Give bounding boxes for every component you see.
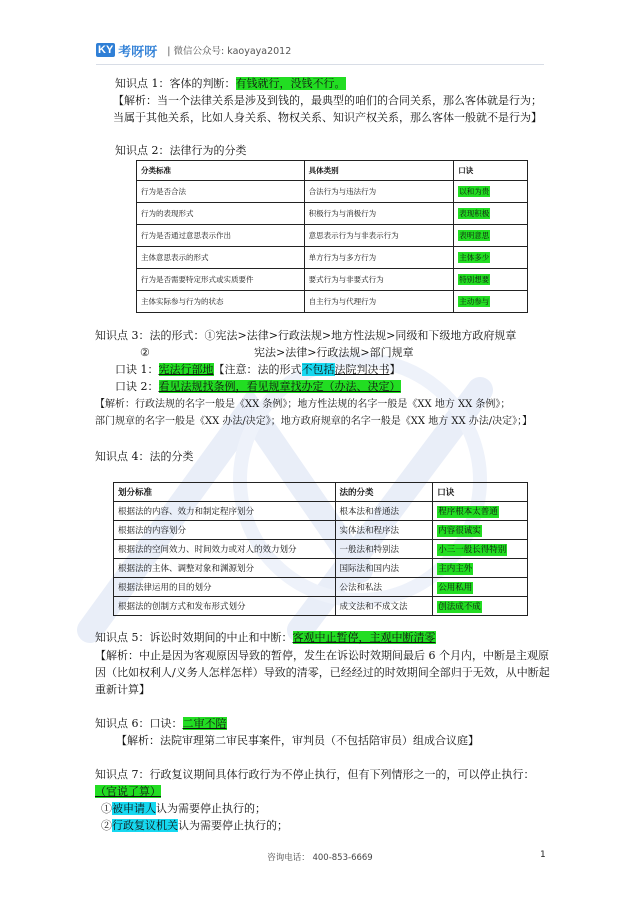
mn1-text: 宪法行部地	[158, 363, 214, 376]
mn1-court-judgment: 法院判决书	[334, 363, 390, 376]
kp3-line2-num: ②	[140, 346, 150, 359]
kp7-item-1	[101, 801, 266, 817]
kp3-line2: 宪法>法律>行政法规>部门规章	[254, 346, 414, 359]
kp5-rule: 客观中止暂停，主观中断清零	[292, 631, 436, 644]
cell: 根据法的创制方式和发布形式划分	[114, 597, 336, 616]
cell: 单方行为与多方行为	[304, 247, 454, 269]
cell	[433, 578, 528, 597]
kp6-rule: 二审不陪	[182, 717, 227, 730]
cell: 根据法的内容、效力和制定程序划分	[114, 502, 336, 521]
kp3-mnemonic-1	[115, 362, 401, 378]
kp7-rule-line	[95, 784, 161, 800]
kp7-item-2	[101, 818, 288, 834]
mnemonic: 主动参与	[459, 297, 490, 306]
kp7-rule: （官说了算）	[95, 785, 161, 798]
kp5-analysis: 【解析：中止是因为客观原因导致的暂停，发生在诉讼时效期间最后 6 个月内，中断是主观原因（比如权利人/义务人怎样怎样）导致的清零，已经经过的时效期间全部归于无效，从中断起重新计算】	[95, 649, 550, 696]
cell: 行为的表现形式	[137, 203, 305, 225]
kp4-title: 知识点 4：法的分类	[95, 450, 194, 463]
cell	[454, 181, 528, 203]
cell	[454, 269, 528, 291]
table-row	[114, 578, 528, 597]
cell	[454, 203, 528, 225]
kp2-table	[136, 160, 528, 313]
mnemonic: 程序根本太普通	[438, 507, 498, 517]
wechat-account: | 微信公众号: kaoyaya2012	[167, 46, 292, 57]
cell	[454, 225, 528, 247]
page-header	[96, 40, 291, 60]
mnemonic: 内容很诚实	[438, 526, 481, 536]
mnemonic: 公用私用	[438, 583, 473, 593]
cell: 成文法和不成文法	[335, 597, 433, 616]
table-row	[137, 203, 528, 225]
mnemonic: 小三一般长得特别	[438, 545, 507, 555]
item-number: ②	[101, 819, 112, 832]
mnemonic: 创法成不成	[438, 602, 481, 612]
kp1-analysis-2: 当属于其他关系，比如人身关系、物权关系、知识产权关系，那么客体一般就不是行为】	[113, 111, 542, 124]
item-2-subject: 行政复议机关	[112, 819, 178, 832]
table-row	[137, 291, 528, 313]
cell	[433, 597, 528, 616]
cell: 行为是否需要特定形式或实质要件	[137, 269, 305, 291]
table-row	[114, 597, 528, 616]
cell: 根据法的空间效力、时间效力或对人的效力划分	[114, 540, 336, 559]
kp4-table	[113, 482, 528, 616]
cell: 积极行为与消极行为	[304, 203, 454, 225]
cell: 自主行为与代理行为	[304, 291, 454, 313]
table-row	[114, 540, 528, 559]
kp3-analysis-1: 【解析：行政法规的名字一般是《XX 条例》；地方性法规的名字一般是《XX 地方 XX 条例》；	[95, 399, 511, 410]
footer-contact: 咨询电话： 400-853-6669	[267, 853, 373, 863]
kp1-rule: 有钱就行，没钱不行。	[235, 77, 346, 90]
logo-text: 考呀呀	[118, 44, 158, 60]
kp7-intro: 知识点 7：行政复议期间具体行政行为不停止执行，但有下列情形之一的，可以停止执行：	[95, 768, 535, 781]
table-header-row	[137, 161, 528, 181]
cell	[454, 291, 528, 313]
mn1-note-end: 】	[389, 363, 401, 376]
cell: 根据法的内容划分	[114, 521, 336, 540]
item-1-subject: 被申请人	[112, 802, 156, 815]
kp1-label: 知识点 1：客体的判断：	[115, 77, 236, 90]
cell	[433, 521, 528, 540]
header-cell: 口诀	[433, 483, 528, 502]
cell: 一般法和特别法	[335, 540, 433, 559]
cell: 行为是否合法	[137, 181, 305, 203]
kp1-analysis-1: 【解析：当一个法律关系是涉及到钱的，最典型的咱们的合同关系，那么客体就是行为；	[113, 94, 542, 107]
kp3-line1: 知识点 3：法的形式：①宪法>法律>行政法规>地方性法规>同级和下级地方政府规章	[95, 329, 517, 342]
mnemonic: 主内主外	[438, 564, 473, 574]
table-row	[137, 181, 528, 203]
cell: 意思表示行为与非表示行为	[304, 225, 454, 247]
mn2-label: 口诀 2：	[115, 380, 159, 393]
table-row	[137, 269, 528, 291]
table-row	[137, 247, 528, 269]
kp2-title: 知识点 2：法律行为的分类	[115, 144, 247, 157]
cell	[454, 247, 528, 269]
header-cell: 法的分类	[335, 483, 433, 502]
cell	[433, 540, 528, 559]
header-cell: 具体类别	[304, 161, 454, 181]
cell: 实体法和程序法	[335, 521, 433, 540]
cell: 要式行为与非要式行为	[304, 269, 454, 291]
logo-mark: KY	[98, 44, 114, 56]
header-cell: 划分标准	[114, 483, 336, 502]
mn1-note: 【注意：法的形式	[213, 363, 302, 376]
cell: 根本法和普通法	[335, 502, 433, 521]
cell: 根据法的主体、调整对象和渊源划分	[114, 559, 336, 578]
table-row	[137, 225, 528, 247]
cell: 合法行为与违法行为	[304, 181, 454, 203]
item-1-rest: 认为需要停止执行的；	[156, 802, 266, 815]
cell: 主体实际参与行为的状态	[137, 291, 305, 313]
kp3-analysis-2: 部门规章的名字一般是《XX 办法/决定》；地方政府规章的名字一般是《XX 地方 XX 办法/决定》；】	[95, 416, 533, 427]
kp3-mnemonic-2	[115, 379, 401, 395]
item-number: ①	[101, 802, 112, 815]
item-2-rest: 认为需要停止执行的；	[178, 819, 288, 832]
cell	[433, 502, 528, 521]
mnemonic: 表明意思	[459, 231, 490, 240]
page-number: 1	[540, 850, 546, 860]
table-row	[114, 559, 528, 578]
mn2-text: 看见法规找条例，看见规章找办定（办法、决定）	[158, 380, 401, 393]
cell	[433, 559, 528, 578]
table-header-row	[114, 483, 528, 502]
mn1-not-include: 不包括	[301, 363, 335, 376]
cell: 国际法和国内法	[335, 559, 433, 578]
cell: 主体意思表示的形式	[137, 247, 305, 269]
header-divider	[96, 64, 544, 65]
mnemonic: 主体多少	[459, 253, 490, 262]
mnemonic: 以和为贵	[459, 187, 490, 196]
table-row	[114, 502, 528, 521]
cell: 行为是否通过意思表示作出	[137, 225, 305, 247]
table-row	[114, 521, 528, 540]
mn1-label: 口诀 1：	[115, 363, 159, 376]
cell: 根据法律运用的目的划分	[114, 578, 336, 597]
mnemonic: 表现积极	[459, 209, 490, 218]
kp6-label: 知识点 6：口诀：	[95, 717, 183, 730]
kp6-line	[95, 716, 227, 732]
kp1-line	[115, 76, 346, 92]
mnemonic: 特别想要	[459, 275, 490, 284]
kp6-analysis: 【解析：法院审理第二审民事案件，审判员（不包括陪审员）组成合议庭】	[116, 734, 479, 747]
header-cell: 分类标准	[137, 161, 305, 181]
cell: 公法和私法	[335, 578, 433, 597]
kp5-line	[95, 630, 436, 646]
kp5-label: 知识点 5：诉讼时效期间的中止和中断：	[95, 631, 293, 644]
header-cell: 口诀	[454, 161, 528, 181]
